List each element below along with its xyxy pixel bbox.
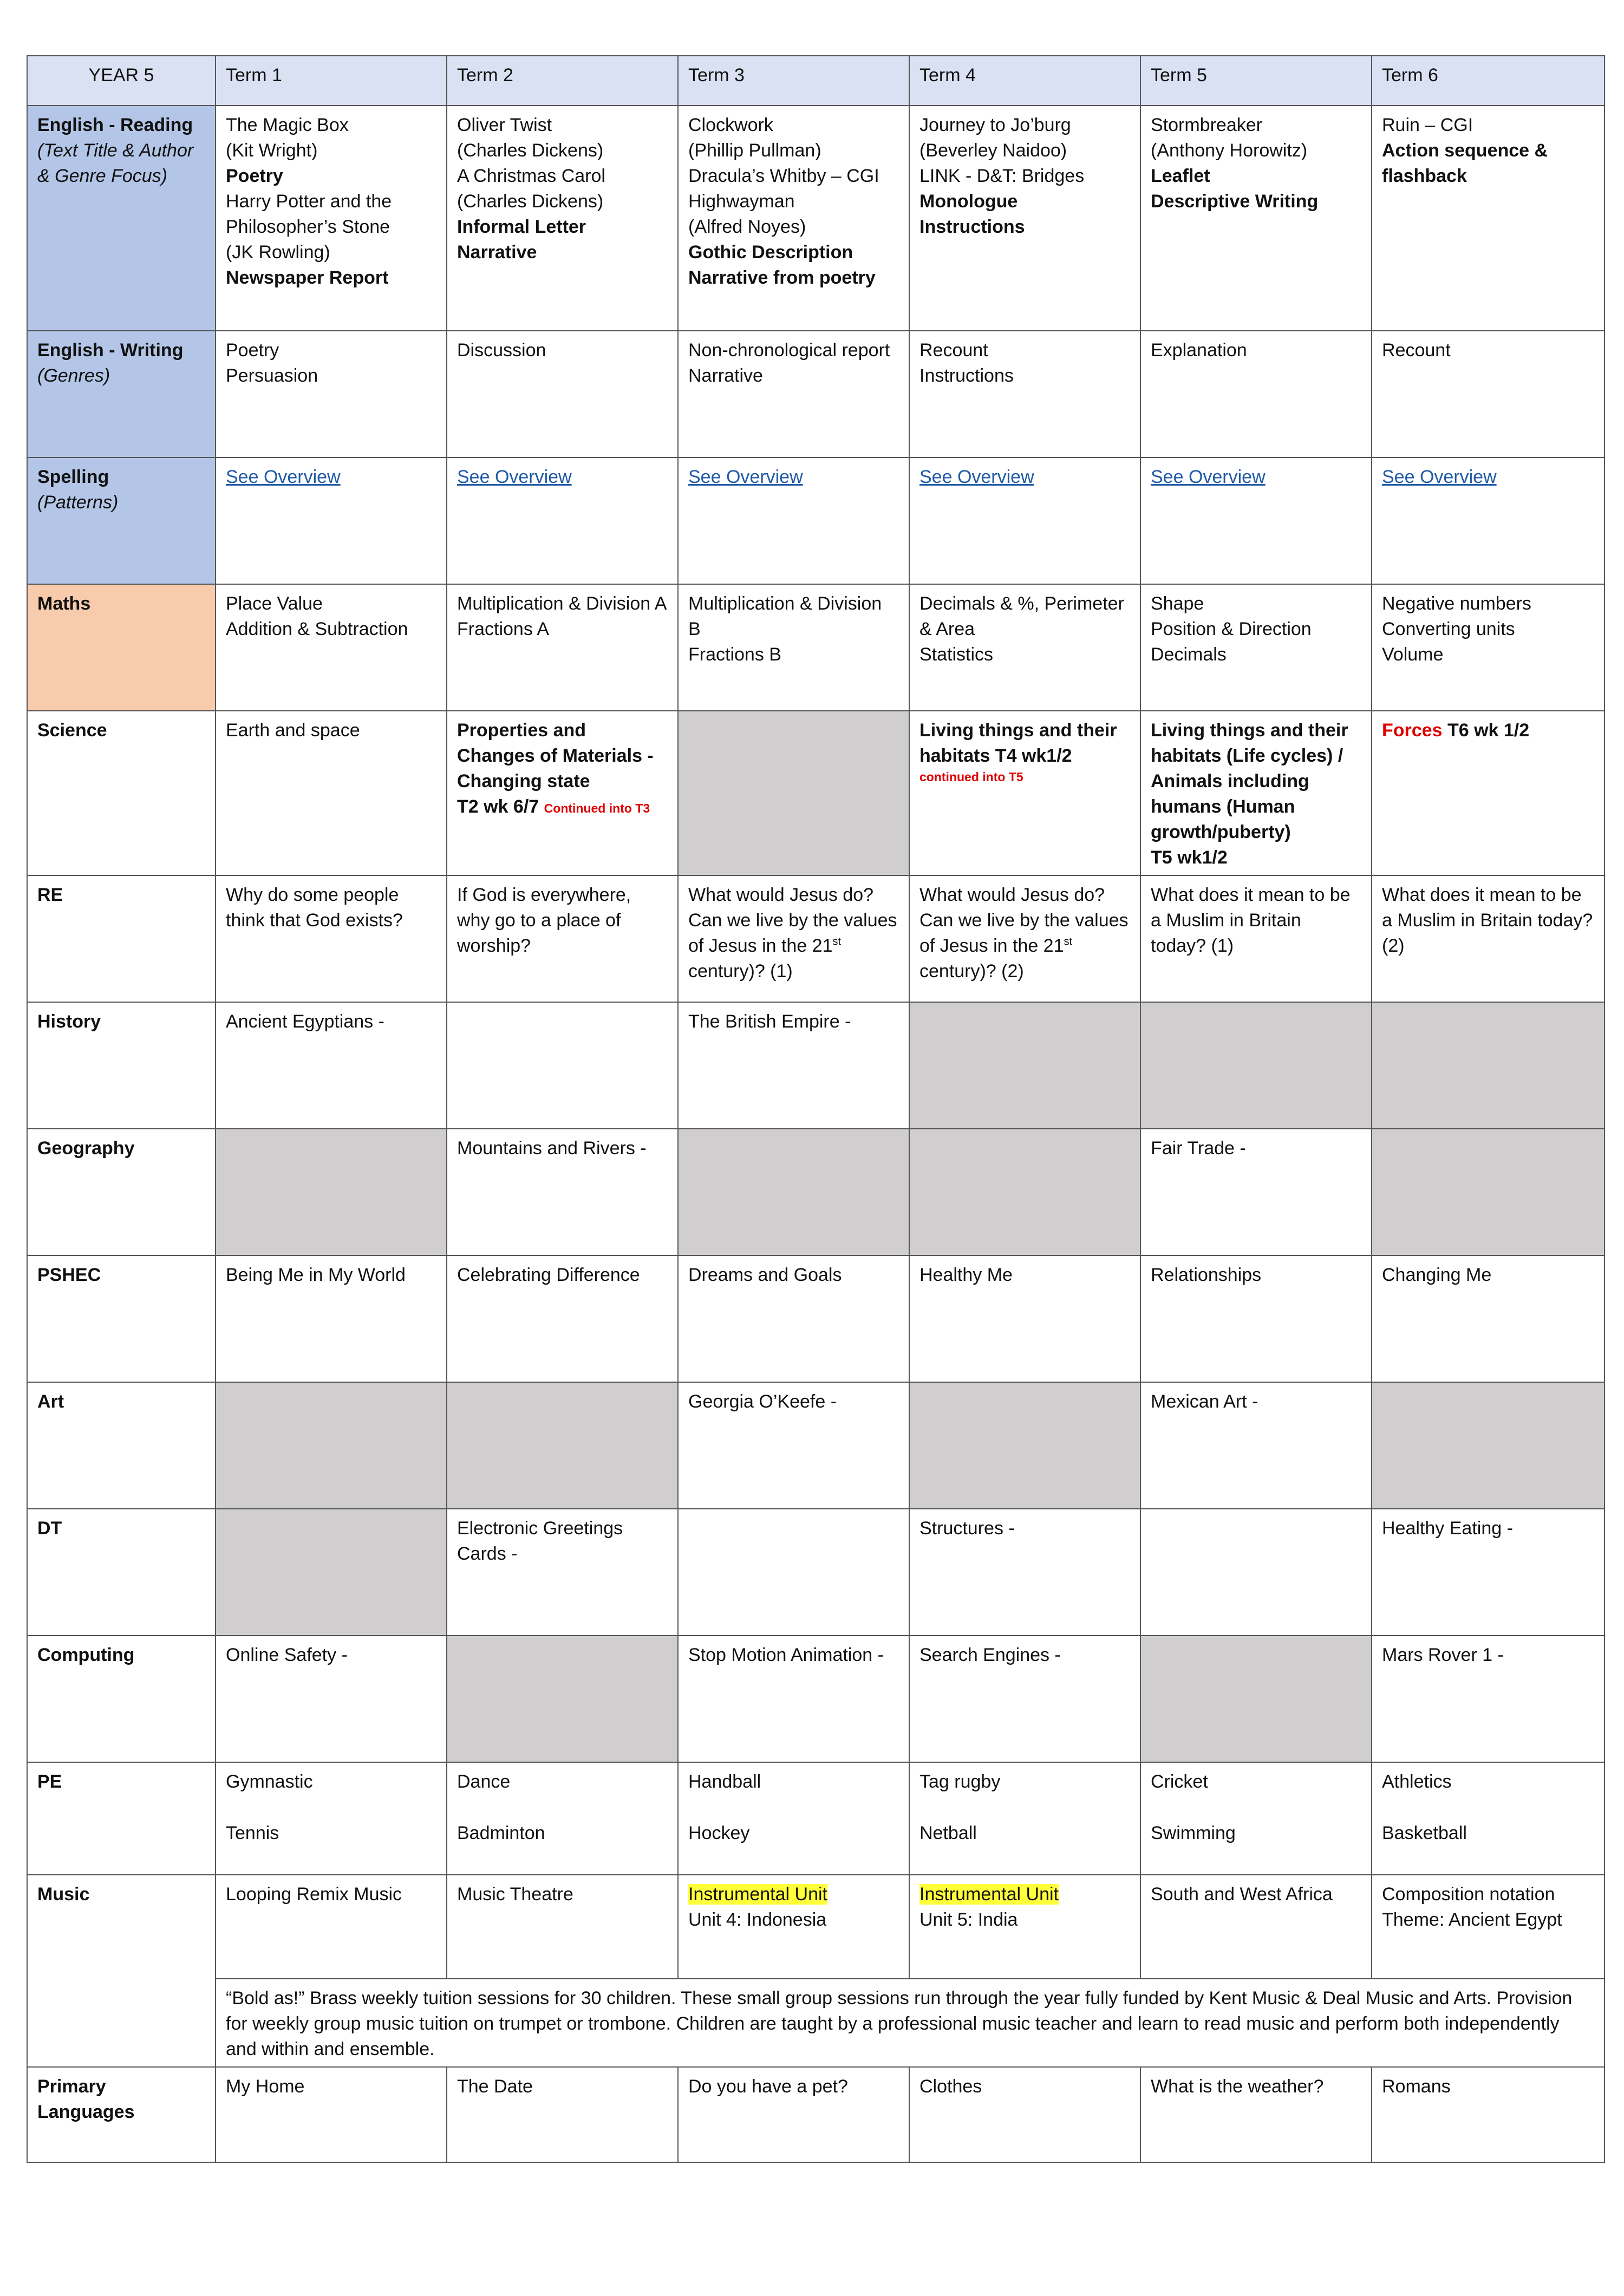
cell-term-6 xyxy=(1372,1509,1605,1636)
cell-term-5 xyxy=(1140,1509,1372,1636)
topic: Looping Remix Music xyxy=(226,1884,402,1905)
maths-unit: Negative numbers xyxy=(1382,593,1531,614)
row-english-reading xyxy=(27,106,1605,331)
row-history xyxy=(27,1002,1605,1129)
genre: Explanation xyxy=(1151,340,1247,361)
topic: Relationships xyxy=(1151,1265,1262,1285)
book-author: (Beverley Naidoo) xyxy=(919,140,1067,161)
cell-term-4 xyxy=(909,1762,1140,1875)
cell-term-2 xyxy=(447,1002,678,1129)
spacer xyxy=(1382,1795,1594,1821)
highlighted-unit: Instrumental Unit xyxy=(688,1884,827,1905)
genre: Recount xyxy=(1382,340,1451,361)
cell-term-3 xyxy=(678,1002,909,1129)
cell-term-4 xyxy=(909,1509,1140,1636)
cell-term-1 xyxy=(216,1636,447,1762)
topic: Changing Me xyxy=(1382,1265,1492,1285)
re-question: What does it mean to be a Muslim in Britain today? (1) xyxy=(1151,885,1351,956)
cell-term-3-empty xyxy=(678,711,909,875)
topic: Healthy Eating - xyxy=(1382,1518,1513,1539)
cell-term-3-empty xyxy=(678,1129,909,1255)
science-topic: Living things and their habitats (Life cycles) / Animals including humans (Human growth/puberty) xyxy=(1151,720,1348,842)
genre: Persuasion xyxy=(226,365,318,386)
re-question: What does it mean to be a Muslim in Britain today? (2) xyxy=(1382,885,1593,956)
topic: Mars Rover 1 - xyxy=(1382,1645,1504,1665)
sport: Dance xyxy=(457,1771,511,1792)
row-re xyxy=(27,875,1605,1002)
topic: What is the weather? xyxy=(1151,2076,1324,2097)
cell-term-6-empty xyxy=(1372,1002,1605,1129)
genre: Narrative xyxy=(688,365,763,386)
term-header: Term 2 xyxy=(447,56,678,106)
genre: Poetry xyxy=(226,340,279,361)
row-label-text: Computing xyxy=(37,1645,135,1665)
book-author: (Phillip Pullman) xyxy=(688,140,821,161)
cell-term-3 xyxy=(678,1382,909,1509)
row-label xyxy=(27,331,216,457)
cell-term-5 xyxy=(1140,1875,1372,1979)
cell-term-3 xyxy=(678,1762,909,1875)
term-header: Term 1 xyxy=(216,56,447,106)
cell-term-5 xyxy=(1140,1762,1372,1875)
science-topic: Forces xyxy=(1382,720,1443,741)
note-text: “Bold as!” Brass weekly tuition sessions for 30 children. These small group sessions run through the year fully funded by Kent Music & Deal Music and Arts. Provision for weekly group music tuition on trumpet or trombone. Children are taught by a professional music teacher and learn to read music and perform both independently and within and ensemble. xyxy=(226,1988,1573,2059)
cell-term-2 xyxy=(447,1129,678,1255)
topic: My Home xyxy=(226,2076,305,2097)
maths-unit: Position & Direction xyxy=(1151,619,1312,639)
see-overview-link[interactable]: See Overview xyxy=(1382,467,1497,487)
cell-term-6 xyxy=(1372,1762,1605,1875)
genre-focus: Leaflet xyxy=(1151,166,1210,186)
row-label xyxy=(27,875,216,1002)
sport: Tennis xyxy=(226,1823,279,1843)
row-label-sub: (Genres) xyxy=(37,365,110,386)
cell-term-3 xyxy=(678,875,909,1002)
genre: Recount xyxy=(919,340,988,361)
science-week: T6 wk 1/2 xyxy=(1447,720,1530,741)
cell-term-3 xyxy=(678,1636,909,1762)
cell-term-6-empty xyxy=(1372,1382,1605,1509)
cell-term-5 xyxy=(1140,584,1372,711)
cell-term-6 xyxy=(1372,875,1605,1002)
cell-term-4 xyxy=(909,1875,1140,1979)
spacer xyxy=(1151,1795,1361,1821)
sport: Cricket xyxy=(1151,1771,1208,1792)
topic: Georgia O’Keefe - xyxy=(688,1391,837,1412)
topic: Being Me in My World xyxy=(226,1265,406,1285)
cell-term-4-empty xyxy=(909,1002,1140,1129)
cell-term-5 xyxy=(1140,875,1372,1002)
book-title: Highwayman xyxy=(688,191,795,212)
cell-term-4 xyxy=(909,1636,1140,1762)
cell-term-3 xyxy=(678,1255,909,1382)
cell-term-2 xyxy=(447,711,678,875)
sport: Gymnastic xyxy=(226,1771,313,1792)
cell-term-6 xyxy=(1372,711,1605,875)
cell-term-1 xyxy=(216,331,447,457)
cell-term-1 xyxy=(216,711,447,875)
sport: Badminton xyxy=(457,1823,545,1843)
ordinal-suffix: st xyxy=(1064,936,1073,948)
cell-term-5 xyxy=(1140,1129,1372,1255)
cell-term-6 xyxy=(1372,457,1605,584)
re-question: If God is everywhere, why go to a place of worship? xyxy=(457,885,631,956)
ordinal-suffix: st xyxy=(832,936,842,948)
see-overview-link[interactable]: See Overview xyxy=(919,467,1034,487)
cell-term-1 xyxy=(216,1762,447,1875)
cell-term-5 xyxy=(1140,1382,1372,1509)
sport: Hockey xyxy=(688,1823,750,1843)
cell-term-2 xyxy=(447,457,678,584)
maths-unit: Addition & Subtraction xyxy=(226,619,408,639)
genre-focus: Narrative from poetry xyxy=(688,267,876,288)
cell-term-5 xyxy=(1140,457,1372,584)
cell-term-1 xyxy=(216,457,447,584)
term-header: Term 6 xyxy=(1372,56,1605,106)
cell-term-4 xyxy=(909,584,1140,711)
spacer xyxy=(226,1795,436,1821)
cell-term-2 xyxy=(447,1255,678,1382)
genre-focus: Gothic Description xyxy=(688,242,853,263)
row-label-text: PE xyxy=(37,1771,62,1792)
maths-unit: Volume xyxy=(1382,644,1444,665)
cell-term-6 xyxy=(1372,106,1605,331)
row-label xyxy=(27,2067,216,2162)
maths-unit: Decimals & %, Perimeter & Area xyxy=(919,593,1124,639)
cross-link: LINK - D&T: Bridges xyxy=(919,166,1085,186)
genre-focus: Monologue xyxy=(919,191,1018,212)
topic: Clothes xyxy=(919,2076,982,2097)
cell-term-4 xyxy=(909,1255,1140,1382)
topic: Mexican Art - xyxy=(1151,1391,1258,1412)
cell-term-5 xyxy=(1140,331,1372,457)
science-week: T5 wk1/2 xyxy=(1151,847,1228,868)
highlighted-unit: Instrumental Unit xyxy=(919,1884,1059,1905)
cell-term-2 xyxy=(447,106,678,331)
cell-term-6 xyxy=(1372,2067,1605,2162)
row-label xyxy=(27,1875,216,2067)
row-dt xyxy=(27,1509,1605,1636)
science-note: continued into T5 xyxy=(919,770,1023,784)
row-pshec xyxy=(27,1255,1605,1382)
cell-term-2 xyxy=(447,2067,678,2162)
topic: Online Safety - xyxy=(226,1645,348,1665)
cell-term-1 xyxy=(216,1255,447,1382)
maths-unit: Place Value xyxy=(226,593,323,614)
page-title: YEAR 5 xyxy=(27,56,216,106)
genre: Discussion xyxy=(457,340,546,361)
cell-term-4 xyxy=(909,331,1140,457)
science-topic: Earth and space xyxy=(226,720,360,741)
book-title: Oliver Twist xyxy=(457,115,552,135)
genre-focus: Poetry xyxy=(226,166,283,186)
cell-term-2-empty xyxy=(447,1382,678,1509)
row-label-text: History xyxy=(37,1011,101,1032)
maths-unit: Fractions A xyxy=(457,619,550,639)
cell-term-3 xyxy=(678,1509,909,1636)
cell-term-6 xyxy=(1372,1875,1605,1979)
cell-term-2 xyxy=(447,1875,678,1979)
row-computing xyxy=(27,1636,1605,1762)
topic: Dreams and Goals xyxy=(688,1265,842,1285)
topic: Structures - xyxy=(919,1518,1015,1539)
cell-term-3 xyxy=(678,106,909,331)
term-header: Term 4 xyxy=(909,56,1140,106)
row-science xyxy=(27,711,1605,875)
science-topic: Living things and their habitats T4 wk1/2 xyxy=(919,720,1117,766)
science-note: Continued into T3 xyxy=(544,801,650,815)
cell-term-1 xyxy=(216,875,447,1002)
cell-term-6 xyxy=(1372,584,1605,711)
cell-term-4-empty xyxy=(909,1129,1140,1255)
cell-term-5 xyxy=(1140,711,1372,875)
cell-term-3 xyxy=(678,584,909,711)
row-label xyxy=(27,1509,216,1636)
spacer xyxy=(457,1795,668,1821)
term-header: Term 5 xyxy=(1140,56,1372,106)
row-label xyxy=(27,1129,216,1255)
cell-term-1 xyxy=(216,1875,447,1979)
maths-unit: Statistics xyxy=(919,644,994,665)
see-overview-link[interactable]: See Overview xyxy=(226,467,341,487)
cell-term-1-empty xyxy=(216,1382,447,1509)
sport: Tag rugby xyxy=(919,1771,1001,1792)
cell-term-1-empty xyxy=(216,1509,447,1636)
genre-focus: Newspaper Report xyxy=(226,267,389,288)
topic: Celebrating Difference xyxy=(457,1265,640,1285)
cell-term-6 xyxy=(1372,1636,1605,1762)
cell-term-1 xyxy=(216,1002,447,1129)
maths-unit: Multiplication & Division A xyxy=(457,593,667,614)
cell-term-4 xyxy=(909,457,1140,584)
row-label-text: English - Reading xyxy=(37,115,193,135)
row-label-text: Music xyxy=(37,1884,90,1905)
row-label-text: Science xyxy=(37,720,107,741)
topic: Electronic Greetings Cards - xyxy=(457,1518,623,1564)
spacer xyxy=(688,1795,899,1821)
row-music-note xyxy=(27,1979,1605,2067)
row-label xyxy=(27,711,216,875)
cell-term-4 xyxy=(909,711,1140,875)
row-art xyxy=(27,1382,1605,1509)
book-title: Journey to Jo’burg xyxy=(919,115,1071,135)
genre: Non-chronological report xyxy=(688,340,890,361)
book-title: A Christmas Carol xyxy=(457,166,605,186)
book-author: (JK Rowling) xyxy=(226,242,330,263)
sport: Swimming xyxy=(1151,1823,1236,1843)
row-label-text: Maths xyxy=(37,593,91,614)
cell-term-3 xyxy=(678,2067,909,2162)
topic: Healthy Me xyxy=(919,1265,1013,1285)
genre: Instructions xyxy=(919,365,1014,386)
cell-term-2 xyxy=(447,331,678,457)
book-title: Harry Potter and the Philosopher’s Stone xyxy=(226,191,392,237)
header-row xyxy=(27,56,1605,106)
row-spelling xyxy=(27,457,1605,584)
cell-term-2 xyxy=(447,1509,678,1636)
re-question: Why do some people think that God exists? xyxy=(226,885,403,931)
genre-focus: Descriptive Writing xyxy=(1151,191,1319,212)
topic: The Date xyxy=(457,2076,533,2097)
topic: Unit 5: India xyxy=(919,1909,1018,1930)
cell-term-1 xyxy=(216,106,447,331)
see-overview-link[interactable]: See Overview xyxy=(457,467,572,487)
genre-focus: Narrative xyxy=(457,242,537,263)
cell-term-6-empty xyxy=(1372,1129,1605,1255)
sport: Athletics xyxy=(1382,1771,1452,1792)
row-label-text: DT xyxy=(37,1518,62,1539)
topic: Do you have a pet? xyxy=(688,2076,848,2097)
cell-term-5-empty xyxy=(1140,1002,1372,1129)
re-question-end: century)? (2) xyxy=(919,961,1024,982)
cell-term-6 xyxy=(1372,331,1605,457)
topic: Search Engines - xyxy=(919,1645,1061,1665)
row-label xyxy=(27,1382,216,1509)
row-label xyxy=(27,584,216,711)
genre-focus: Instructions xyxy=(919,217,1025,237)
genre-focus: Action sequence & flashback xyxy=(1382,140,1548,186)
row-label xyxy=(27,1636,216,1762)
row-label-text: English - Writing xyxy=(37,340,184,361)
cell-term-1-empty xyxy=(216,1129,447,1255)
sport: Handball xyxy=(688,1771,761,1792)
science-week: T2 wk 6/7 xyxy=(457,796,539,817)
row-label xyxy=(27,106,216,331)
row-geography xyxy=(27,1129,1605,1255)
row-label xyxy=(27,1762,216,1875)
cell-term-3 xyxy=(678,457,909,584)
topic: Composition notation xyxy=(1382,1884,1555,1905)
book-author: (Anthony Horowitz) xyxy=(1151,140,1308,161)
maths-unit: Fractions B xyxy=(688,644,781,665)
row-english-writing xyxy=(27,331,1605,457)
book-title: Ruin – CGI xyxy=(1382,115,1473,135)
maths-unit: Shape xyxy=(1151,593,1204,614)
cell-term-2 xyxy=(447,1762,678,1875)
re-question: What would Jesus do? Can we live by the values of Jesus in the 21 xyxy=(688,885,897,956)
book-author: (Charles Dickens) xyxy=(457,140,604,161)
topic: Ancient Egyptians - xyxy=(226,1011,384,1032)
sport: Netball xyxy=(919,1823,977,1843)
re-question: What would Jesus do? Can we live by the values of Jesus in the 21 xyxy=(919,885,1129,956)
cell-term-4 xyxy=(909,106,1140,331)
book-title: Clockwork xyxy=(688,115,773,135)
row-pe xyxy=(27,1762,1605,1875)
term-header: Term 3 xyxy=(678,56,909,106)
topic: Music Theatre xyxy=(457,1884,573,1905)
cell-term-5 xyxy=(1140,106,1372,331)
cell-term-5-empty xyxy=(1140,1636,1372,1762)
row-label-text: Art xyxy=(37,1391,64,1412)
sport: Basketball xyxy=(1382,1823,1467,1843)
row-label xyxy=(27,457,216,584)
row-music xyxy=(27,1875,1605,1979)
cell-term-4-empty xyxy=(909,1382,1140,1509)
row-primary-languages xyxy=(27,2067,1605,2162)
see-overview-link[interactable]: See Overview xyxy=(688,467,803,487)
row-label xyxy=(27,1002,216,1129)
maths-unit: Multiplication & Division B xyxy=(688,593,882,639)
book-author: (Kit Wright) xyxy=(226,140,318,161)
cell-term-4 xyxy=(909,2067,1140,2162)
cell-term-6 xyxy=(1372,1255,1605,1382)
topic: Unit 4: Indonesia xyxy=(688,1909,827,1930)
book-author: (Charles Dickens) xyxy=(457,191,604,212)
music-tuition-note xyxy=(216,1979,1605,2067)
topic: Theme: Ancient Egypt xyxy=(1382,1909,1562,1930)
row-label-sub: (Text Title & Author & Genre Focus) xyxy=(37,140,194,186)
cell-term-1 xyxy=(216,2067,447,2162)
cell-term-1 xyxy=(216,584,447,711)
topic: South and West Africa xyxy=(1151,1884,1333,1905)
topic: Romans xyxy=(1382,2076,1451,2097)
maths-unit: Converting units xyxy=(1382,619,1515,639)
row-label-text: Geography xyxy=(37,1138,135,1159)
topic: Mountains and Rivers - xyxy=(457,1138,647,1159)
row-label xyxy=(27,1255,216,1382)
cell-term-2 xyxy=(447,584,678,711)
row-label-sub: (Patterns) xyxy=(37,492,119,513)
science-topic: Properties and Changes of Materials - Changing state xyxy=(457,720,654,792)
book-title: The Magic Box xyxy=(226,115,349,135)
topic: Fair Trade - xyxy=(1151,1138,1246,1159)
row-maths xyxy=(27,584,1605,711)
see-overview-link[interactable]: See Overview xyxy=(1151,467,1266,487)
cell-term-5 xyxy=(1140,2067,1372,2162)
genre-focus: Informal Letter xyxy=(457,217,586,237)
maths-unit: Decimals xyxy=(1151,644,1227,665)
topic: The British Empire - xyxy=(688,1011,851,1032)
row-label-text: PSHEC xyxy=(37,1265,101,1285)
re-question-end: century)? (1) xyxy=(688,961,793,982)
cell-term-3 xyxy=(678,331,909,457)
book-title: Stormbreaker xyxy=(1151,115,1262,135)
cell-term-2-empty xyxy=(447,1636,678,1762)
book-title: Dracula’s Whitby – CGI xyxy=(688,166,879,186)
cell-term-2 xyxy=(447,875,678,1002)
book-author: (Alfred Noyes) xyxy=(688,217,806,237)
spacer xyxy=(919,1795,1130,1821)
cell-term-3 xyxy=(678,1875,909,1979)
curriculum-table xyxy=(27,55,1605,2163)
row-label-text: RE xyxy=(37,885,63,905)
cell-term-5 xyxy=(1140,1255,1372,1382)
row-label-text: Spelling xyxy=(37,467,109,487)
cell-term-4 xyxy=(909,875,1140,1002)
row-label-text: Primary Languages xyxy=(37,2076,135,2122)
topic: Stop Motion Animation - xyxy=(688,1645,884,1665)
